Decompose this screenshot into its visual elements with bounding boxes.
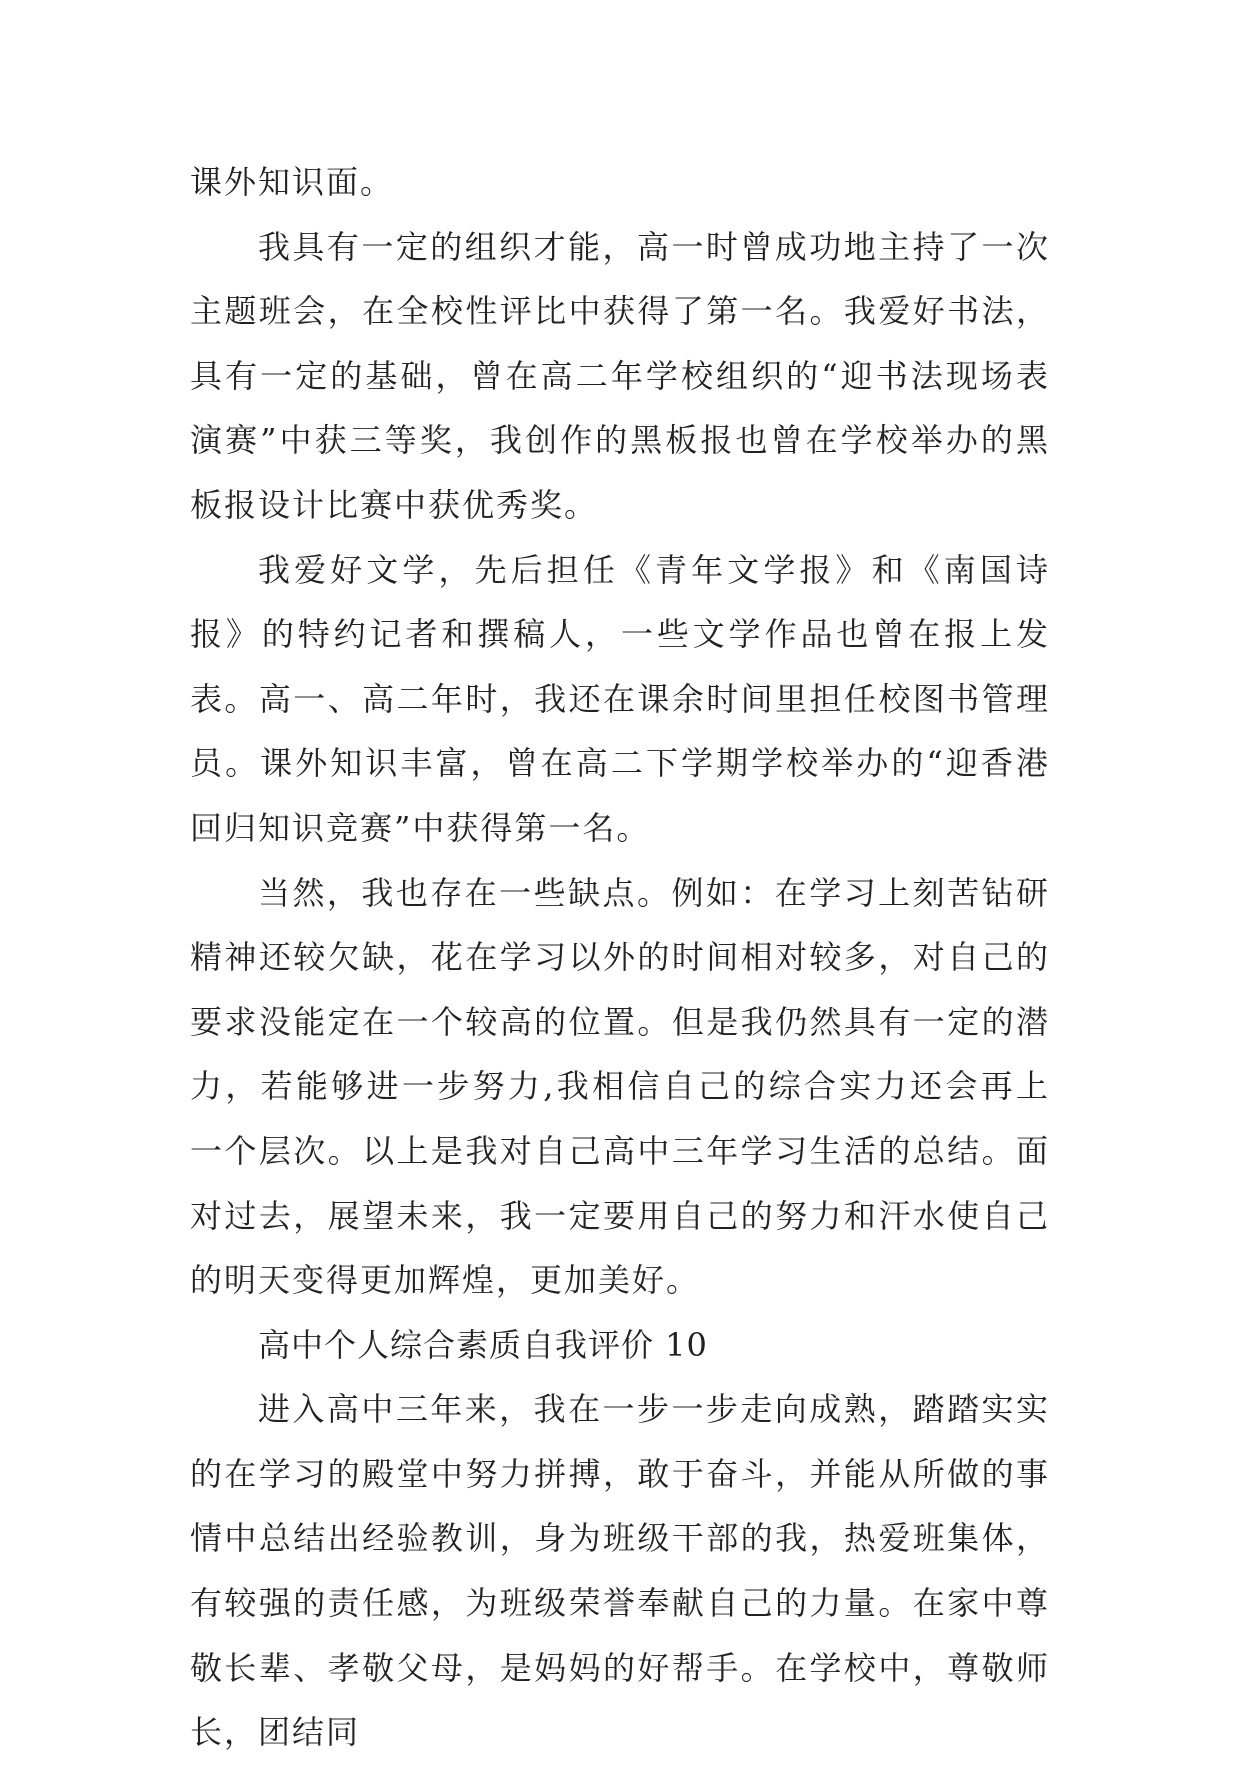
paragraph-continuation: 课外知识面。 (190, 163, 395, 201)
section-heading: 高中个人综合素质自我评价 10 (258, 1325, 708, 1364)
paragraph-high-school-years: 进入高中三年来，我在一步一步走向成熟，踏踏实实的在学习的殿堂中努力拼搏，敢于奋斗，并能从所做的事情中总结出经验教训，身为班级干部的我，热爱班集体，有较强的责任感，为班级荣誉奉献自己的力量。在家中尊敬长辈、孝敬父母，是妈妈的好帮手。在学校中，尊敬师长，团结同 (190, 1390, 1050, 1752)
paragraph-shortcomings: 当然，我也存在一些缺点。例如：在学习上刻苦钻研精神还较欠缺，花在学习以外的时间相对较多，对自己的要求没能定在一个较高的位置。但是我仍然具有一定的潜力，若能够进一步努力,我相信自己的综合实力还会再上一个层次。以上是我对自己高中三年学习生活的总结。面对过去，展望未来，我一定要用自己的努力和汗水使自己的明天变得更加辉煌，更加美好。 (190, 873, 1050, 1300)
paragraph-organization-skills: 我具有一定的组织才能，高一时曾成功地主持了一次主题班会，在全校性评比中获得了第一名。我爱好书法，具有一定的基础，曾在高二年学校组织的“迎书法现场表演赛”中获三等奖，我创作的黑板报也曾在学校举办的黑板报设计比赛中获优秀奖。 (190, 227, 1050, 524)
document-body (190, 150, 1050, 1765)
paragraph-literature: 我爱好文学，先后担任《青年文学报》和《南国诗报》的特约记者和撰稿人，一些文学作品也曾在报上发表。高一、高二年时，我还在课余时间里担任校图书管理员。课外知识丰富，曾在高二下学期学校举办的“迎香港回归知识竞赛”中获得第一名。 (190, 550, 1050, 847)
